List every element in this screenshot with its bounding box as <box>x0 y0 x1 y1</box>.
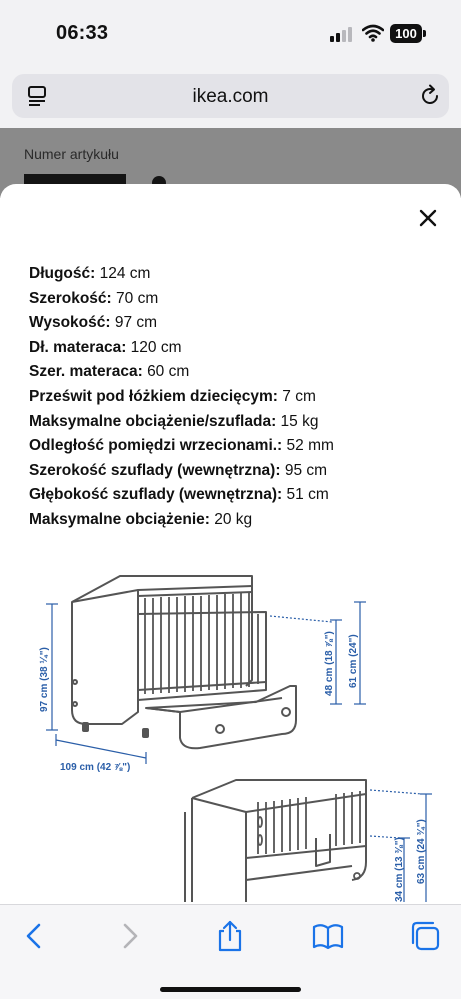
spec-value: 124 cm <box>99 265 151 282</box>
spec-label: Maksymalne obciążenie: <box>29 510 210 528</box>
dim-low-rail-label: 63 cm (24 ¾") <box>416 819 427 884</box>
spec-row <box>29 434 449 459</box>
forward-icon[interactable] <box>112 919 146 953</box>
spec-label: Prześwit pod łóżkiem dziecięcym: <box>29 387 278 405</box>
spec-value: 70 cm <box>116 289 159 307</box>
spec-row <box>29 336 449 361</box>
browser-header <box>0 66 461 128</box>
status-time: 06:33 <box>56 22 109 44</box>
spec-row <box>29 410 449 435</box>
spec-value: 120 cm <box>130 338 182 356</box>
close-icon[interactable] <box>414 204 442 232</box>
status-bar <box>0 0 461 66</box>
spec-value: 52 mm <box>286 437 334 455</box>
reload-icon[interactable] <box>418 84 442 108</box>
url-text[interactable]: ikea.com <box>192 86 269 107</box>
spec-label: Maksymalne obciążenie/szuflada: <box>29 412 277 430</box>
tabs-icon[interactable] <box>408 919 442 953</box>
spec-row <box>29 287 449 312</box>
spec-value: 20 kg <box>214 510 253 528</box>
spec-value: 97 cm <box>114 314 158 332</box>
spec-value: 95 cm <box>284 461 328 479</box>
browser-toolbar <box>0 904 461 999</box>
dim-height-label: 97 cm (38 ¼") <box>39 647 50 712</box>
wifi-icon <box>362 24 384 42</box>
battery-cap <box>423 30 426 37</box>
battery-indicator: 100 <box>390 24 422 43</box>
spec-label: Szerokość: <box>29 289 112 307</box>
spec-label: Szerokość szuflady (wewnętrzna): <box>29 461 281 479</box>
crib-dimension-diagram <box>20 562 450 904</box>
signal-icon <box>330 26 354 42</box>
spec-label: Długość: <box>29 265 96 282</box>
back-icon[interactable] <box>18 919 52 953</box>
address-bar[interactable] <box>12 74 449 118</box>
share-icon[interactable] <box>213 919 247 953</box>
spec-value: 51 cm <box>286 486 329 504</box>
spec-value: 60 cm <box>147 363 190 381</box>
spec-value: 7 cm <box>282 387 316 405</box>
spec-value: 15 kg <box>280 412 319 430</box>
article-label: Numer artykułu <box>24 146 119 162</box>
spec-label: Szer. materaca: <box>29 363 143 381</box>
home-indicator <box>160 987 301 992</box>
spec-row <box>29 385 449 410</box>
spec-row <box>29 459 449 484</box>
bookmarks-icon[interactable] <box>311 919 345 953</box>
dimensions-sheet <box>0 184 461 904</box>
spec-label: Dł. materaca: <box>29 338 127 356</box>
dim-width-label: 109 cm (42 ⅞") <box>60 762 131 773</box>
dim-low-height-label: 34 cm (13 ⅜") <box>394 837 405 902</box>
spec-list <box>29 262 449 533</box>
spec-label: Głębokość szuflady (wewnętrzna): <box>29 486 283 504</box>
spec-row <box>29 483 449 508</box>
spec-row <box>29 360 449 385</box>
dim-rail-height-label: 61 cm (24") <box>348 634 359 688</box>
dim-bed-height-label: 48 cm (18 ⅞") <box>324 631 335 696</box>
spec-row <box>29 508 449 533</box>
spec-row <box>29 262 449 287</box>
spec-row <box>29 311 449 336</box>
spec-label: Odległość pomiędzi wrzecionami.: <box>29 437 283 455</box>
spec-label: Wysokość: <box>29 314 111 332</box>
